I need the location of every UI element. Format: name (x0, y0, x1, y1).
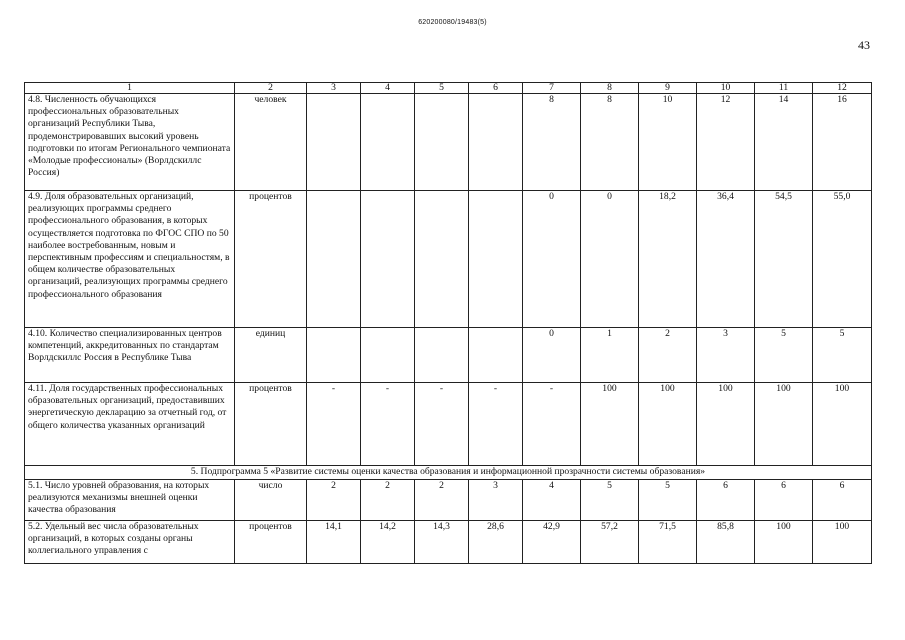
value-cell: 100 (697, 383, 755, 466)
value-cell: 12 (697, 94, 755, 191)
indicator-name: 4.8. Численность обучающихся профессиональных образовательных организаций Республики Тыва, продемонстрировавших высокий уровень подготовки по итогам Регионального чемпионата «Молодые профессионалы» (Ворлдскиллс Россия) (25, 94, 235, 191)
value-cell: 5 (581, 480, 639, 521)
column-header: 8 (581, 83, 639, 94)
value-cell: 57,2 (581, 521, 639, 564)
value-cell: 14,1 (307, 521, 361, 564)
value-cell: 100 (813, 383, 872, 466)
value-cell (469, 94, 523, 191)
table-row (25, 383, 872, 466)
column-header: 1 (25, 83, 235, 94)
table-row (25, 191, 872, 328)
value-cell: 0 (523, 328, 581, 383)
document-id: 620200080/19483(5) (418, 19, 487, 26)
indicators-table (24, 82, 872, 564)
value-cell: 8 (581, 94, 639, 191)
value-cell: 16 (813, 94, 872, 191)
value-cell: - (307, 383, 361, 466)
value-cell (469, 328, 523, 383)
table-header-row (25, 83, 872, 94)
value-cell (361, 328, 415, 383)
indicator-name: 5.1. Число уровней образования, на которых реализуются механизмы внешней оценки качества образования (25, 480, 235, 521)
value-cell: 28,6 (469, 521, 523, 564)
value-cell: 85,8 (697, 521, 755, 564)
value-cell: - (415, 383, 469, 466)
section-title: 5. Подпрограмма 5 «Развитие системы оценки качества образования и информационной прозрачности системы образования» (25, 466, 872, 480)
value-cell: 42,9 (523, 521, 581, 564)
value-cell (415, 94, 469, 191)
indicator-name: 5.2. Удельный вес числа образовательных организаций, в которых созданы органы коллегиального управления с (25, 521, 235, 564)
unit: человек (235, 94, 307, 191)
value-cell (307, 191, 361, 328)
column-header: 11 (755, 83, 813, 94)
value-cell: 100 (581, 383, 639, 466)
value-cell: 100 (755, 383, 813, 466)
value-cell: 100 (813, 521, 872, 564)
value-cell (307, 328, 361, 383)
value-cell (361, 191, 415, 328)
value-cell: 2 (307, 480, 361, 521)
value-cell: 6 (813, 480, 872, 521)
value-cell: 0 (581, 191, 639, 328)
table-row (25, 94, 872, 191)
value-cell: 4 (523, 480, 581, 521)
value-cell: 2 (361, 480, 415, 521)
unit: процентов (235, 383, 307, 466)
value-cell: 1 (581, 328, 639, 383)
value-cell: - (361, 383, 415, 466)
column-header: 7 (523, 83, 581, 94)
value-cell: 5 (813, 328, 872, 383)
value-cell: 36,4 (697, 191, 755, 328)
value-cell: - (523, 383, 581, 466)
value-cell (415, 191, 469, 328)
value-cell: - (469, 383, 523, 466)
page-number: 43 (858, 38, 870, 52)
value-cell: 100 (639, 383, 697, 466)
indicator-name: 4.9. Доля образовательных организаций, реализующих программы среднего профессионального образования, в которых осуществляется подготовка по ФГОС СПО по 50 наиболее востребованным, новым и перспективным профессиям и специальностям, в общем количестве образовательных организаций, реализующих программы среднего профессионального образования (25, 191, 235, 328)
value-cell: 14 (755, 94, 813, 191)
value-cell: 8 (523, 94, 581, 191)
unit: процентов (235, 521, 307, 564)
value-cell: 10 (639, 94, 697, 191)
value-cell: 100 (755, 521, 813, 564)
value-cell (361, 94, 415, 191)
value-cell: 54,5 (755, 191, 813, 328)
value-cell: 6 (755, 480, 813, 521)
value-cell: 2 (415, 480, 469, 521)
column-header: 12 (813, 83, 872, 94)
section-row (25, 466, 872, 480)
value-cell: 6 (697, 480, 755, 521)
table-row (25, 328, 872, 383)
value-cell: 55,0 (813, 191, 872, 328)
value-cell: 18,2 (639, 191, 697, 328)
value-cell: 14,3 (415, 521, 469, 564)
value-cell: 0 (523, 191, 581, 328)
value-cell: 5 (755, 328, 813, 383)
value-cell (415, 328, 469, 383)
value-cell: 3 (697, 328, 755, 383)
column-header: 9 (639, 83, 697, 94)
indicator-name: 4.10. Количество специализированных центров компетенций, аккредитованных по стандартам Ворлдскиллс Россия в Республике Тыва (25, 328, 235, 383)
column-header: 5 (415, 83, 469, 94)
value-cell: 14,2 (361, 521, 415, 564)
value-cell (307, 94, 361, 191)
value-cell: 3 (469, 480, 523, 521)
column-header: 4 (361, 83, 415, 94)
unit: единиц (235, 328, 307, 383)
column-header: 10 (697, 83, 755, 94)
value-cell (469, 191, 523, 328)
indicator-name: 4.11. Доля государственных профессиональных образовательных организаций, предоставивших энергетическую декларацию за отчетный год, от общего количества указанных организаций (25, 383, 235, 466)
unit: процентов (235, 191, 307, 328)
column-header: 6 (469, 83, 523, 94)
value-cell: 5 (639, 480, 697, 521)
value-cell: 2 (639, 328, 697, 383)
table-row (25, 480, 872, 521)
unit: число (235, 480, 307, 521)
column-header: 2 (235, 83, 307, 94)
table-row (25, 521, 872, 564)
value-cell: 71,5 (639, 521, 697, 564)
column-header: 3 (307, 83, 361, 94)
